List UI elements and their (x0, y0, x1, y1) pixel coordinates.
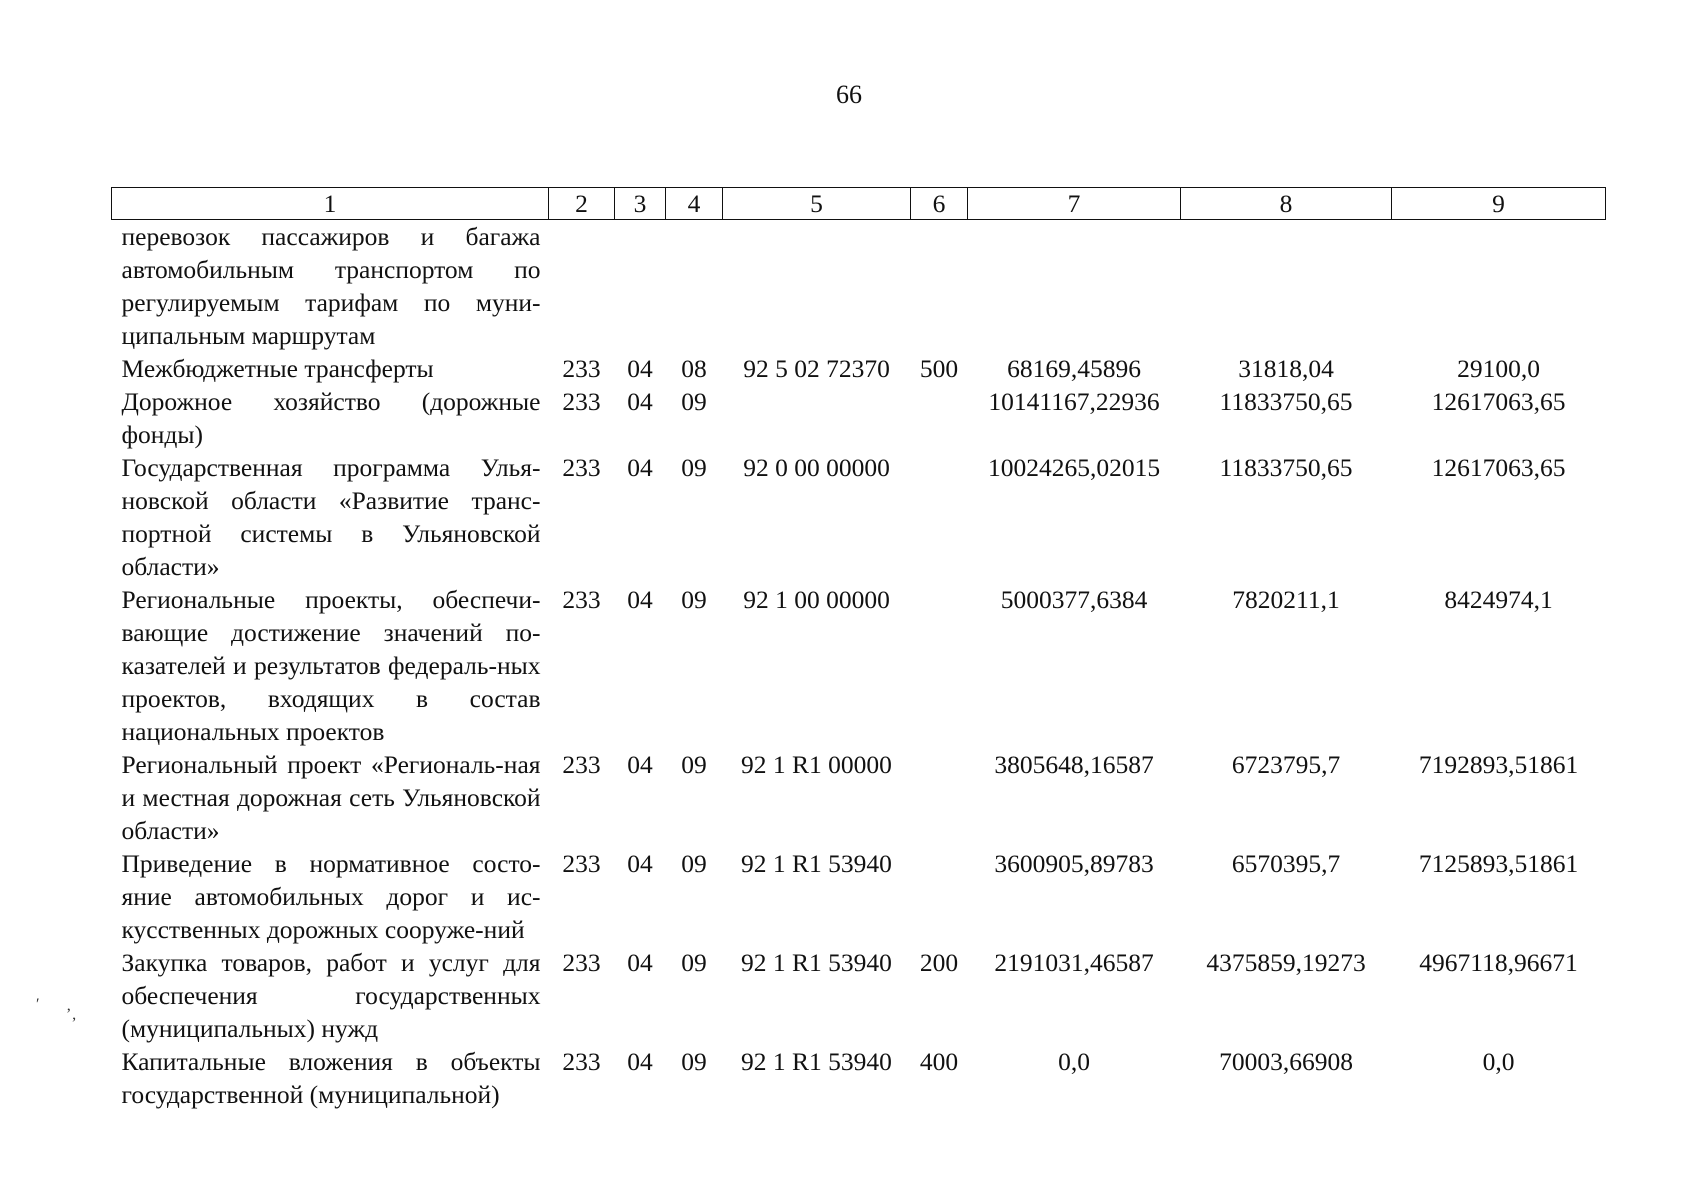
code-6-cell (911, 583, 968, 748)
code-2-cell: 233 (562, 453, 601, 482)
code-6-cell (911, 220, 968, 353)
column-header: 9 (1392, 188, 1606, 220)
code-2-cell: 233 (562, 750, 601, 779)
code-5-cell: 92 1 00 00000 (743, 585, 890, 614)
table-row (112, 946, 1606, 1045)
code-5-cell: 92 0 00 00000 (743, 453, 890, 482)
column-header: 7 (968, 188, 1181, 220)
row-name-cell: Дорожное хозяйство (дорожные фонды) (121, 387, 541, 449)
code-2-cell: 233 (562, 354, 601, 383)
code-3-cell: 04 (627, 1047, 653, 1076)
code-5-cell: 92 1 R1 53940 (741, 849, 892, 878)
code-2-cell: 233 (562, 948, 601, 977)
value-9-cell: 4967118,96671 (1419, 948, 1578, 977)
code-3-cell: 04 (627, 387, 653, 416)
code-4-cell: 09 (681, 948, 707, 977)
row-name-cell: Региональные проекты, обеспечи-вающие достижение значений по-казателей и результатов федераль-ных проектов, входящих в состав национальных проектов (121, 585, 541, 746)
column-header: 5 (723, 188, 911, 220)
table-row (112, 220, 1606, 353)
header-row (112, 188, 1606, 220)
table-row (112, 748, 1606, 847)
table-body (112, 220, 1606, 1112)
value-7-cell: 68169,45896 (1007, 354, 1141, 383)
scan-artifact-mark: ’‚ (66, 1006, 77, 1023)
code-6-cell (911, 385, 968, 451)
row-name-cell: перевозок пассажиров и багажа автомобильным транспортом по регулируемым тарифам по муни-ципальным маршрутам (121, 222, 541, 350)
table-row (112, 451, 1606, 583)
value-9-cell: 12617063,65 (1431, 453, 1566, 482)
code-5-cell (723, 220, 911, 353)
table-row (112, 385, 1606, 451)
row-name-cell: Государственная программа Улья-новской области «Развитие транс-портной системы в Ульяновской области» (121, 453, 541, 581)
value-8-cell: 11833750,65 (1219, 387, 1353, 416)
row-name-cell: Закупка товаров, работ и услуг для обеспечения государственных (муниципальных) нужд (121, 948, 541, 1043)
row-name-cell: Капитальные вложения в объекты государственной (муниципальной) (121, 1047, 541, 1109)
value-8-cell: 7820211,1 (1232, 585, 1340, 614)
column-header: 6 (911, 188, 968, 220)
code-5-cell: 92 1 R1 53940 (741, 1047, 892, 1076)
column-header: 3 (615, 188, 666, 220)
row-name-cell: Приведение в нормативное состо-яние автомобильных дорог и ис-кусственных дорожных сооруже-ний (121, 849, 541, 944)
column-header: 8 (1181, 188, 1392, 220)
value-7-cell (968, 220, 1181, 353)
code-4-cell: 09 (681, 387, 707, 416)
budget-table (111, 187, 1606, 1111)
value-9-cell: 7125893,51861 (1418, 849, 1579, 878)
code-6-cell (911, 748, 968, 847)
table-row (112, 847, 1606, 946)
code-6-cell (911, 451, 968, 583)
row-name-cell: Региональный проект «Региональ-ная и местная дорожная сеть Ульяновской области» (121, 750, 541, 845)
value-7-cell: 5000377,6384 (1000, 585, 1148, 614)
code-6-cell: 500 (919, 354, 959, 383)
code-5-cell (723, 385, 911, 451)
code-5-cell: 92 1 R1 00000 (741, 750, 892, 779)
code-2-cell (549, 220, 615, 353)
value-9-cell: 29100,0 (1457, 354, 1540, 383)
value-9-cell: 8424974,1 (1444, 585, 1553, 614)
code-3-cell: 04 (627, 750, 653, 779)
column-header: 4 (666, 188, 723, 220)
code-4-cell (666, 220, 723, 353)
scan-artifact-mark: ′ (36, 996, 40, 1013)
value-8-cell: 31818,04 (1238, 354, 1334, 383)
value-8-cell: 6570395,7 (1231, 849, 1341, 878)
value-8-cell: 4375859,19273 (1206, 948, 1366, 977)
code-6-cell: 400 (919, 1047, 959, 1076)
code-4-cell: 09 (681, 453, 707, 482)
value-7-cell: 10024265,02015 (987, 453, 1161, 482)
code-4-cell: 08 (681, 354, 707, 383)
value-9-cell: 7192893,51861 (1418, 750, 1579, 779)
value-8-cell: 70003,66908 (1219, 1047, 1353, 1076)
code-6-cell (911, 847, 968, 946)
table-header (112, 188, 1606, 220)
value-9-cell: 12617063,65 (1431, 387, 1566, 416)
code-5-cell: 92 1 R1 53940 (741, 948, 892, 977)
page-number: 66 (836, 80, 862, 109)
code-3-cell: 04 (627, 585, 653, 614)
code-3-cell: 04 (627, 453, 653, 482)
code-4-cell: 09 (681, 750, 707, 779)
code-4-cell: 09 (681, 585, 707, 614)
code-4-cell: 09 (681, 849, 707, 878)
code-2-cell: 233 (562, 1047, 601, 1076)
value-7-cell: 10141167,22936 (988, 387, 1160, 416)
row-name-cell: Межбюджетные трансферты (121, 354, 434, 383)
code-2-cell: 233 (562, 585, 601, 614)
code-4-cell: 09 (681, 1047, 707, 1076)
value-8-cell: 6723795,7 (1231, 750, 1341, 779)
code-6-cell: 200 (919, 948, 959, 977)
code-2-cell: 233 (562, 849, 601, 878)
value-8-cell: 11833750,65 (1219, 453, 1353, 482)
column-header: 1 (112, 188, 549, 220)
value-7-cell: 3600905,89783 (994, 849, 1154, 878)
code-3-cell (615, 220, 666, 353)
code-3-cell: 04 (627, 354, 653, 383)
value-9-cell (1392, 220, 1606, 353)
code-3-cell: 04 (627, 948, 653, 977)
column-header: 2 (549, 188, 615, 220)
code-3-cell: 04 (627, 849, 653, 878)
code-5-cell: 92 5 02 72370 (743, 354, 890, 383)
code-2-cell: 233 (562, 387, 601, 416)
value-9-cell: 0,0 (1482, 1047, 1515, 1076)
value-7-cell: 2191031,46587 (994, 948, 1154, 977)
value-7-cell: 3805648,16587 (994, 750, 1154, 779)
value-8-cell (1181, 220, 1392, 353)
table-row (112, 1045, 1606, 1111)
table-row (112, 583, 1606, 748)
value-7-cell: 0,0 (1058, 1047, 1090, 1076)
table-row (112, 352, 1606, 385)
